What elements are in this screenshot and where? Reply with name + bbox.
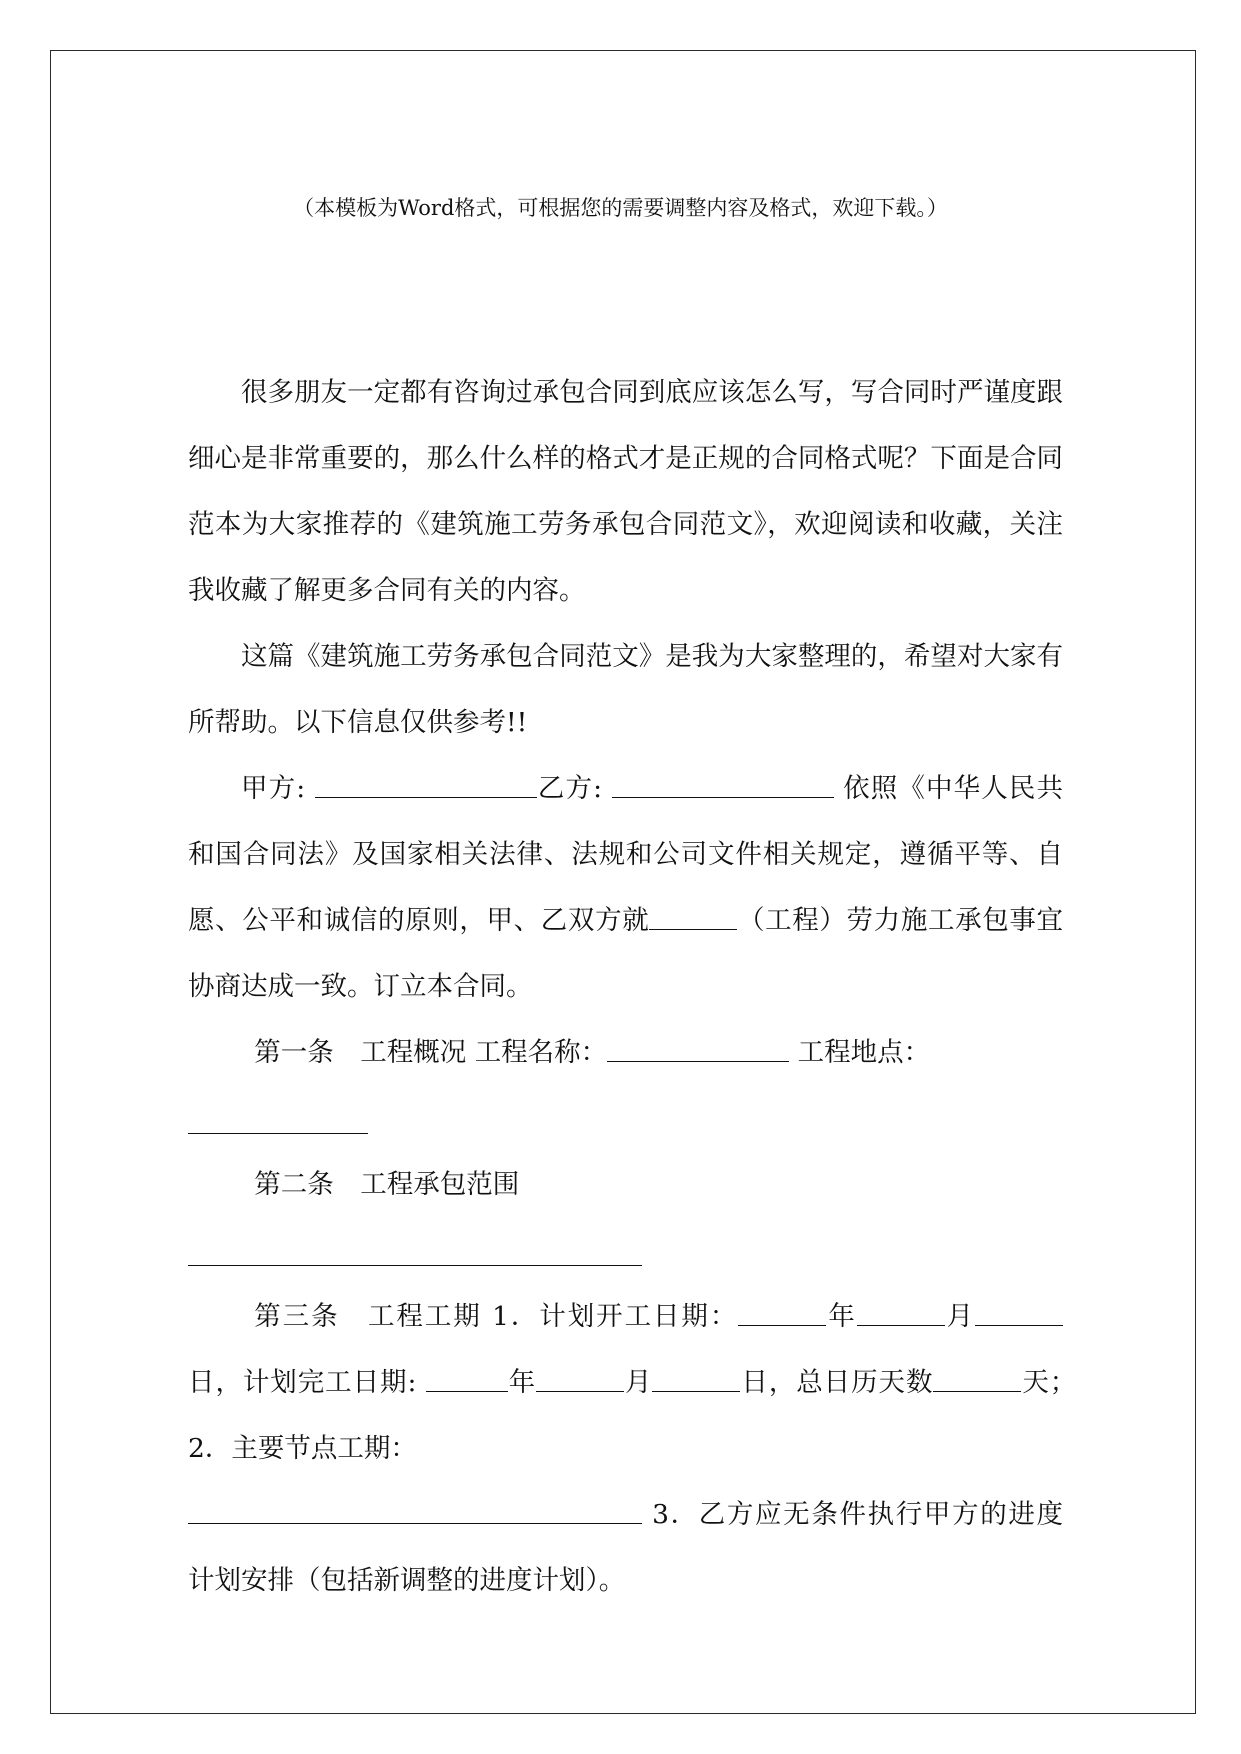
project-name-label: 工程名称： xyxy=(474,1037,608,1068)
parties-paragraph xyxy=(188,756,1063,1020)
start-day-blank xyxy=(975,1300,1063,1326)
year-unit: 年 xyxy=(826,1301,857,1332)
day-unit: 日 xyxy=(740,1367,769,1398)
month-unit: 月 xyxy=(624,1367,653,1398)
month-unit: 月 xyxy=(944,1301,976,1332)
template-note: （本模板为Word格式，可根据您的需要调整内容及格式，欢迎下载。） xyxy=(293,196,948,220)
finish-day-blank xyxy=(652,1366,740,1392)
project-name-blank xyxy=(649,904,737,930)
planned-start-label: 1．计划开工日期： xyxy=(492,1301,739,1332)
article-1-title: 工程概况 xyxy=(360,1037,467,1068)
project-location-field xyxy=(188,1086,1063,1152)
intro-paragraph-2: 这篇《建筑施工劳务承包合同范文》是我为大家整理的，希望对大家有所帮助。以下信息仅供参考!! xyxy=(188,641,1063,738)
start-month-blank xyxy=(857,1300,945,1326)
milestones-paragraph xyxy=(188,1482,1063,1614)
article-3-heading: 第三条 xyxy=(254,1301,340,1332)
parties-clause-end: （工程）劳力施工承包事宜协商达成一致。订立本合同。 xyxy=(188,905,1064,1002)
party-a-label: 甲方: xyxy=(241,773,306,804)
article-3-title: 工程工期 xyxy=(367,1301,482,1332)
schedule-obligation: 3．乙方应无条件执行甲方的进度计划安排（包括新调整的进度计划）。 xyxy=(188,1499,1063,1596)
finish-year-blank xyxy=(426,1366,508,1392)
finish-month-blank xyxy=(536,1366,624,1392)
year-unit: 年 xyxy=(507,1367,537,1398)
party-b-label: 乙方: xyxy=(536,773,603,804)
days-unit: 天； xyxy=(1021,1367,1063,1398)
total-days-blank xyxy=(933,1366,1021,1392)
project-name-field xyxy=(607,1036,789,1062)
scope-field xyxy=(188,1218,1063,1284)
article-1-heading: 第一条 xyxy=(254,1037,334,1068)
article-1 xyxy=(188,1020,1063,1086)
article-2-heading: 第二条 xyxy=(254,1169,334,1200)
article-3 xyxy=(188,1284,1063,1482)
total-days-label: ，总日历天数 xyxy=(768,1367,934,1398)
article-2 xyxy=(188,1152,1063,1218)
document-body xyxy=(188,360,1063,1614)
parties-clause: 依照《中华人民共和国合同法》及国家相关法律、法规和公司文件相关规定，遵循平等、自愿、公平和诚信的原则，甲、乙双方就 xyxy=(188,773,1063,936)
article-2-title: 工程承包范围 xyxy=(360,1169,520,1200)
party-b-blank xyxy=(612,772,834,798)
day-unit: 日 xyxy=(188,1367,216,1398)
planned-finish-label: ，计划完工日期: xyxy=(215,1367,417,1398)
project-location-label: 工程地点： xyxy=(797,1037,931,1068)
start-year-blank xyxy=(738,1300,826,1326)
milestones-blank xyxy=(188,1498,642,1524)
intro-paragraph-1: 很多朋友一定都有咨询过承包合同到底应该怎么写，写合同时严谨度跟细心是非常重要的，那么什么样的格式才是正规的合同格式呢？下面是合同范本为大家推荐的《建筑施工劳务承包合同范文》，欢迎阅读和收藏，关注我收藏了解更多合同有关的内容。 xyxy=(188,377,1063,606)
party-a-blank xyxy=(315,772,537,798)
milestones-label: 2．主要节点工期： xyxy=(188,1433,417,1464)
